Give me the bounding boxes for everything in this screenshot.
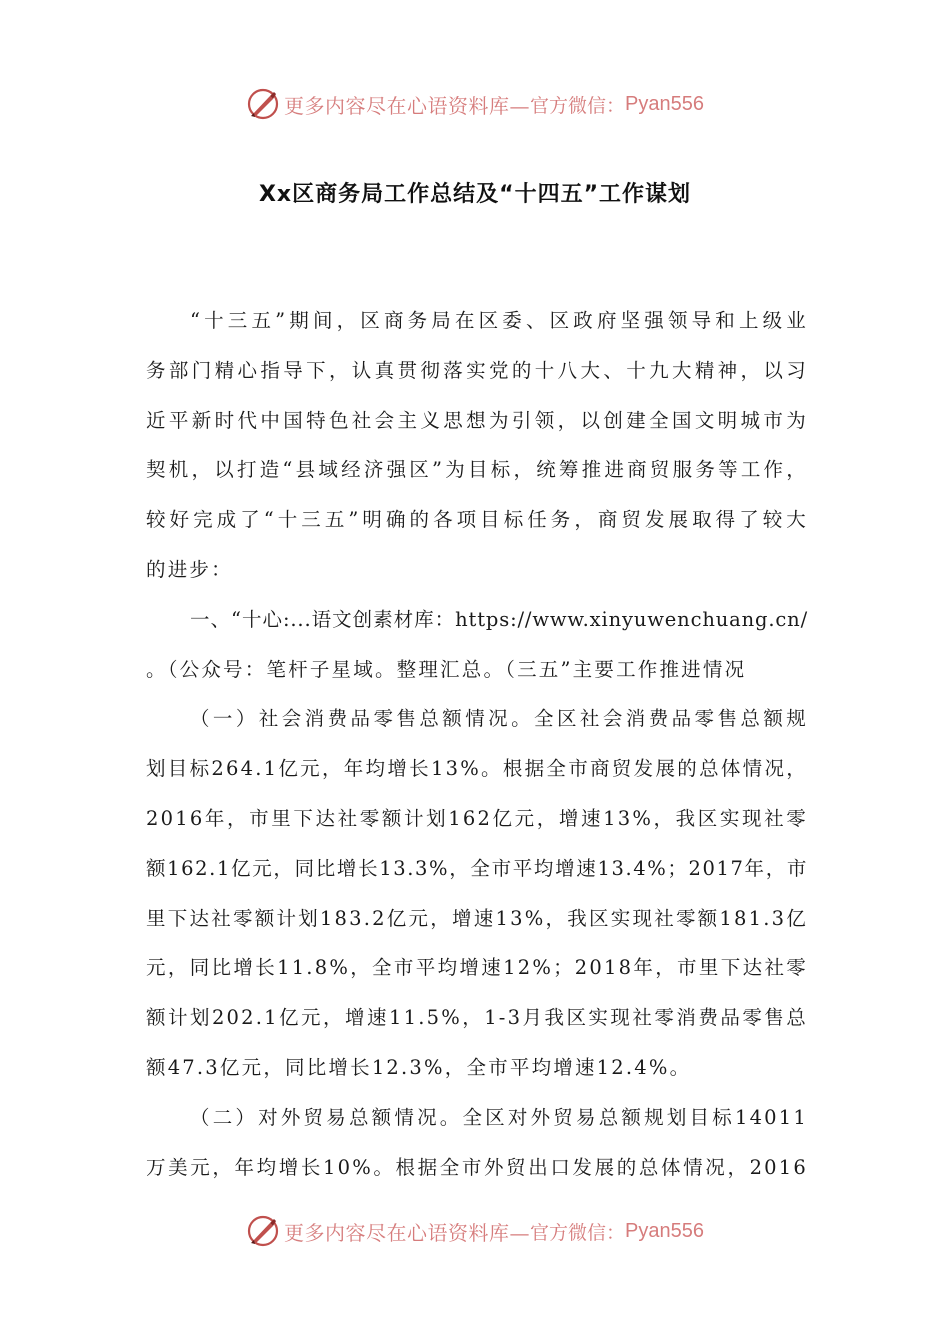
footer-watermark — [0, 1211, 950, 1251]
body-line: 额162.1亿元，同比增长13.3%，全市平均增速13.4%；2017年，市 — [146, 856, 808, 880]
body-line: “十三五”期间，区商务局在区委、区政府坚强领导和上级业 — [190, 309, 808, 332]
body-line: 契机，以打造“县域经济强区”为目标，统筹推进商贸服务等工作， — [146, 458, 808, 482]
document-body — [146, 296, 808, 1192]
banner-wechat-label: 官方微信： — [530, 1221, 626, 1244]
banner-text: 更多内容尽在心语资料库— — [284, 1220, 530, 1245]
body-line: 万美元，年均增长10%。根据全市外贸出口发展的总体情况，2016 — [146, 1155, 808, 1179]
body-line: 一、“十心:...语文创素材库：https://www.xinyuwenchuang.cn/ — [190, 607, 808, 631]
banner-text: 更多内容尽在心语资料库— — [284, 93, 530, 118]
body-line: 里下达社零额计划183.2亿元，增速13%，我区实现社零额181.3亿 — [146, 906, 808, 930]
body-line: 额47.3亿元，同比增长12.3%，全市平均增速12.4%。 — [146, 1055, 692, 1079]
body-line: （一）社会消费品零售总额情况。全区社会消费品零售总额规 — [190, 707, 808, 731]
banner-wechat-id: Pyan556 — [625, 92, 704, 115]
body-line: 划目标264.1亿元，年均增长13%。根据全市商贸发展的总体情况， — [146, 757, 808, 781]
body-line: 元，同比增长11.8%，全市平均增速12%；2018年，市里下达社零 — [146, 956, 808, 980]
body-line: 额计划202.1亿元，增速11.5%，1-3月我区实现社零消费品零售总 — [146, 1006, 808, 1030]
body-line: 。（公众号：笔杆子星域。整理汇总。（三五”主要工作推进情况 — [146, 657, 747, 681]
body-line: 务部门精心指导下，认真贯彻落实党的十八大、十九大精神，以习 — [146, 358, 808, 382]
body-line: 2016年，市里下达社零额计划162亿元，增速13%，我区实现社零 — [146, 806, 808, 830]
body-line: （二）对外贸易总额情况。全区对外贸易总额规划目标14011 — [190, 1105, 808, 1129]
banner-wechat-label: 官方微信： — [530, 94, 626, 117]
body-line: 的进步： — [146, 557, 233, 581]
document-title: Xx区商务局工作总结及“十四五”工作谋划 — [258, 182, 692, 207]
header-watermark — [0, 84, 950, 124]
body-line: 近平新时代中国特色社会主义思想为引领，以创建全国文明城市为 — [146, 408, 808, 432]
body-line: 较好完成了“十三五”明确的各项目标任务，商贸发展取得了较大 — [146, 508, 808, 532]
pen-logo-icon — [246, 1214, 280, 1248]
banner-wechat-id: Pyan556 — [625, 1219, 704, 1242]
pen-logo-icon — [246, 87, 280, 121]
